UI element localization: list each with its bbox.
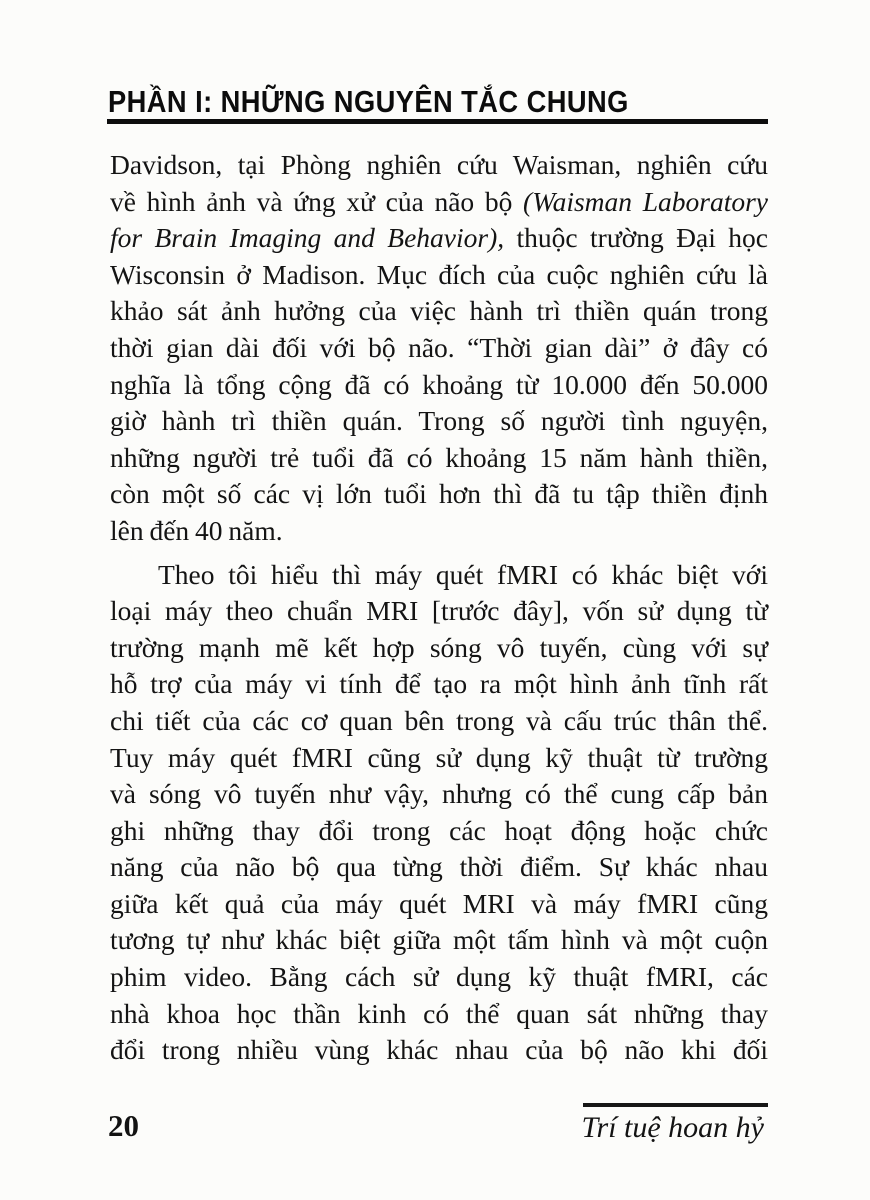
text-line: thời gian dài đối với bộ não. “Thời gian dài” ở đây có (110, 331, 768, 363)
text-line: ghi những thay đổi trong các hoạt động hoặc chức (110, 814, 768, 846)
text-segment: thuộc trường Đại học (516, 222, 768, 254)
text-line: trường mạnh mẽ kết hợp sóng vô tuyến, cùng với sự (110, 631, 768, 663)
text-line: những người trẻ tuổi đã có khoảng 15 năm hành thiền, (110, 441, 768, 473)
paragraph-2 (110, 557, 768, 1069)
text-line: đổi trong nhiều vùng khác nhau của bộ não khi đối (110, 1034, 768, 1066)
text-line: giờ hành trì thiền quán. Trong số người tình nguyện, (110, 405, 768, 437)
text-line: năng của não bộ qua từng thời điểm. Sự khác nhau (110, 851, 768, 883)
header-rule (107, 119, 768, 124)
text-line: Tuy máy quét fMRI cũng sử dụng kỹ thuật từ trường (110, 741, 768, 773)
text-segment-italic: (Waisman Laboratory (523, 185, 768, 217)
text-line: khảo sát ảnh hưởng của việc hành trì thiền quán trong (110, 295, 768, 327)
text-line: chi tiết của các cơ quan bên trong và cấu trúc thân thể. (110, 704, 768, 736)
body-text (110, 147, 768, 1069)
text-line: nhà khoa học thần kinh có thể quan sát những thay (110, 997, 768, 1029)
text-line: Wisconsin ở Madison. Mục đích của cuộc nghiên cứu là (110, 258, 768, 290)
text-line: lên đến 40 năm. (110, 514, 283, 546)
text-line: hỗ trợ của máy vi tính để tạo ra một hình ảnh tĩnh rất (110, 668, 768, 700)
page-number: 20 (108, 1108, 139, 1143)
paragraph-1 (110, 147, 768, 550)
text-line: giữa kết quả của máy quét MRI và máy fMRI cũng (110, 887, 768, 919)
text-line: Davidson, tại Phòng nghiên cứu Waisman, nghiên cứu (110, 149, 768, 180)
text-segment-italic: for Brain Imaging and Behavior), (110, 222, 517, 254)
text-line: phim video. Bằng cách sử dụng kỹ thuật fMRI, các (110, 961, 768, 993)
text-line: còn một số các vị lớn tuổi hơn thì đã tu tập thiền định (110, 478, 768, 510)
chapter-title: PHẦN I: NHỮNG NGUYÊN TẮC CHUNG (108, 84, 629, 119)
text-line: và sóng vô tuyến như vậy, nhưng có thể cung cấp bản (110, 778, 768, 810)
running-title: Trí tuệ hoan hỷ (581, 1111, 764, 1144)
text-line: Theo tôi hiểu thì máy quét fMRI có khác biệt với (158, 558, 768, 590)
chapter-header (108, 84, 770, 120)
text-line: tương tự như khác biệt giữa một tấm hình và một cuộn (110, 924, 768, 956)
text-line: loại máy theo chuẩn MRI [trước đây], vốn sử dụng từ (110, 595, 768, 627)
text-segment: về hình ảnh và ứng xử của não bộ (110, 185, 524, 217)
text-line (110, 184, 768, 221)
text-line: nghĩa là tổng cộng đã có khoảng từ 10.000 đến 50.000 (110, 368, 768, 400)
footer-rule (583, 1103, 768, 1107)
text-line (110, 220, 768, 257)
